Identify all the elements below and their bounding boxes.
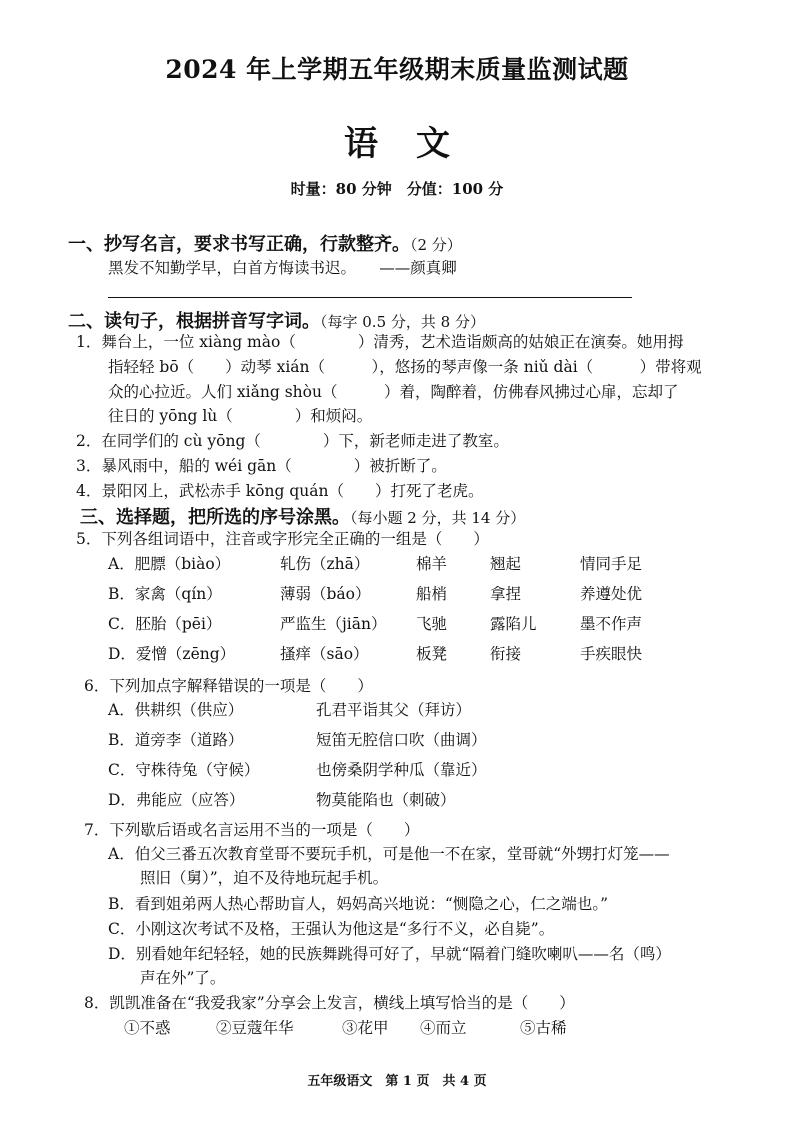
section-3-score: （每小题 2 分，共 14 分） <box>350 509 526 527</box>
copy-writing-line <box>108 297 632 298</box>
q1-line-3: 众的心拉近。人们 xiǎng shòu（ ）着，陶醉着，仿佛春风拂过心扉，忘却了 <box>108 383 679 401</box>
subject-title: 语文 <box>344 124 488 164</box>
q7-stem: 7．下列歇后语或名言运用不当的一项是（ ） <box>84 821 420 839</box>
section-1-heading <box>68 230 462 256</box>
q2-line: 2．在同学们的 cù yōng（ ）下，新老师走进了教室。 <box>76 432 509 450</box>
q7-option-b: B．看到姐弟两人热心帮助盲人，妈妈高兴地说：“恻隐之心，仁之端也。” <box>108 895 608 913</box>
section-2-score: （每字 0.5 分，共 8 分） <box>320 313 485 331</box>
q3-line: 3．暴风雨中，船的 wéi gān（ ）被折断了。 <box>76 457 447 475</box>
page-footer: 五年级语文 第 1 页 共 4 页 <box>307 1074 487 1089</box>
section-2-heading <box>68 307 485 333</box>
exam-page: 2024 年上学期五年级期末质量监测试题 语文 时量：80 分钟 分值：100 分 一、抄写名言，要求书写正确，行款整齐。（2 分） 黑发不知勤学早，白首方悔读书迟。 ——颜真卿 二、读句子，根据拼音写字词。（每字 0.5 分，共 8 分） 1．舞台上，一位 xiàng mào（ ）清秀，艺术造诣颇高的姑娘正在演奏。她用拇 指轻轻 bō（ ）动琴 xián（ ），悠扬的琴声像一条 niǔ dài（ ）带将观 众的心拉近。人们 xiǎng shòu（ ）着，陶醉着，仿佛春风拂过心扉，忘却了 往日的 yōng lù（ ）和烦闷。 2．在同学们的 cù yōng（ ）下，新老师走进了教室。 3．暴风雨中，船的 wéi gān（ ）被折断了。 4．景阳冈上，武松赤手 kōng quán（ ）打死了老虎。 三、选择题，把所选的序号涂黑。（每小题 2 分，共 14 分） 5．下列各组词语中，注音或字形完全正确的一组是（ ） A．肥膘（biào） 轧伤（zhā） 棉羊 翘起 情同手足 B．家禽（qín） 薄弱（báo） 船梢 拿捏 养遵处优 C．胚胎（pēi） 严监生（jiān） 飞驰 露陷儿 墨不作声 D．爱憎（zēng） 搔痒（sāo） 板凳 衔接 手疾眼快 6．下列加点字解释错误的一项是（ ） A．供耕织（供应） 孔君平诣其父（拜访） B．道旁李（道路） 短笛无腔信口吹（曲调） C．守株待兔（守候） 也傍桑阴学种瓜（靠近） D．弗能应（应答） 物莫能陷也（刺破） 7．下列歇后语或名言运用不当的一项是（ ） A．伯父三番五次教育堂哥不要玩手机，可是他一不在家，堂哥就“外甥打灯笼—— 照旧（舅）”，迫不及待地玩起手机。 B．看到姐弟两人热心帮助盲人，妈妈高兴地说：“恻隐之心，仁之端也。” C．小刚这次考试不及格，王强认为他这是“多行不义，必自毙”。 D．别看她年纪轻轻，她的民族舞跳得可好了，早就“隔着门缝吹喇叭——名（鸣） 声在外”了。 8．凯凯准备在“我爱我家”分享会上发言，横线上填写恰当的是（ ） ①不惑 ②豆蔻年华 ③花甲 ④而立 ⑤古稀 五年级语文 第 1 页 共 4 页 <box>0 0 794 1124</box>
section-1-score: （2 分） <box>410 236 462 254</box>
page-title: 2024 年上学期五年级期末质量监测试题 <box>165 55 629 84</box>
q7-option-a-line-1: A．伯父三番五次教育堂哥不要玩手机，可是他一不在家，堂哥就“外甥打灯笼—— <box>108 845 670 863</box>
quote-line: 黑发不知勤学早，白首方悔读书迟。 ——颜真卿 <box>108 259 457 277</box>
q1-line-2: 指轻轻 bō（ ）动琴 xián（ ），悠扬的琴声像一条 niǔ dài（ ）带将观 <box>108 358 702 376</box>
q7-option-d-line-1: D．别看她年纪轻轻，她的民族舞跳得可好了，早就“隔着门缝吹喇叭——名（鸣） <box>108 945 671 963</box>
q8-stem: 8．凯凯准备在“我爱我家”分享会上发言，横线上填写恰当的是（ ） <box>84 994 575 1012</box>
q7-option-a-line-2: 照旧（舅）”，迫不及待地玩起手机。 <box>140 869 389 887</box>
q4-line: 4．景阳冈上，武松赤手 kōng quán（ ）打死了老虎。 <box>76 482 484 500</box>
section-2-title: 二、读句子，根据拼音写字词。 <box>68 311 320 332</box>
q1-line-1: 1．舞台上，一位 xiàng mào（ ）清秀，艺术造诣颇高的姑娘正在演奏。她用拇 <box>76 333 684 351</box>
section-1-title: 一、抄写名言，要求书写正确，行款整齐。 <box>68 234 410 255</box>
section-3-title: 三、选择题，把所选的序号涂黑。 <box>80 507 350 528</box>
q1-line-4: 往日的 yōng lù（ ）和烦闷。 <box>108 407 373 425</box>
exam-meta: 时量：80 分钟 分值：100 分 <box>290 180 504 198</box>
q7-option-d-line-2: 声在外”了。 <box>140 969 226 987</box>
q7-option-c: C．小刚这次考试不及格，王强认为他这是“多行不义，必自毙”。 <box>108 920 555 938</box>
q5-stem: 5．下列各组词语中，注音或字形完全正确的一组是（ ） <box>76 530 489 548</box>
section-3-heading <box>80 503 525 529</box>
q6-stem: 6．下列加点字解释错误的一项是（ ） <box>84 677 373 695</box>
